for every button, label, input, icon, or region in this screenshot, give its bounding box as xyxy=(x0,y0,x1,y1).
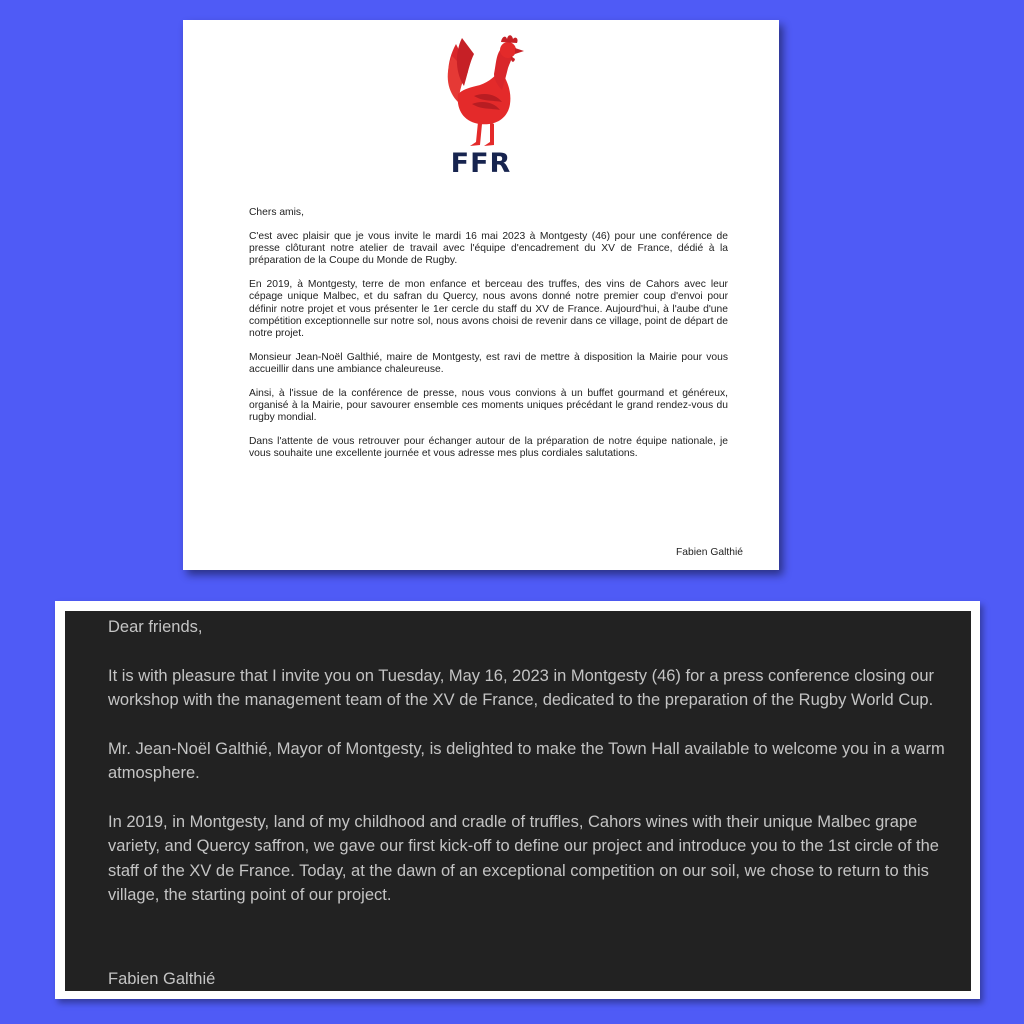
translation-paragraph: Mr. Jean-Noël Galthié, Mayor of Montgesty, is delighted to make the Town Hall available to welcome you in a warm atmosphere. xyxy=(108,739,945,782)
letter-paragraph: Ainsi, à l'issue de la conférence de presse, nous vous convions à un buffet gourmand et généreux, organisé à la Mairie, pour savourer ensemble ces moments uniques précédant le grand rendez-vous du rugby mondial. xyxy=(249,388,728,424)
ffr-logo-text: FFR xyxy=(450,148,512,179)
translation-greeting: Dear friends, xyxy=(108,618,203,636)
translation-body xyxy=(108,615,948,932)
translation-signature: Fabien Galthié xyxy=(108,970,216,988)
letter-greeting: Chers amis, xyxy=(249,207,304,218)
translation-card xyxy=(65,611,971,991)
letter-signature: Fabien Galthié xyxy=(676,547,743,558)
letter-body xyxy=(249,207,728,473)
translation-paragraph: It is with pleasure that I invite you on Tuesday, May 16, 2023 in Montgesty (46) for a press conference closing our workshop with the management team of the XV de France, dedicated to the preparation of the Rugby World Cup. xyxy=(108,666,935,709)
french-letter xyxy=(183,20,779,570)
letter-paragraph: Monsieur Jean-Noël Galthié, maire de Montgesty, est ravi de mettre à disposition la Mairie pour vous accueillir dans une ambiance chaleureuse. xyxy=(249,351,728,375)
letter-paragraph: Dans l'attente de vous retrouver pour échanger autour de la préparation de notre équipe nationale, je vous souhaite une excellente journée et vous adresse mes plus cordiales salutations. xyxy=(249,436,728,460)
letter-paragraph: C'est avec plaisir que je vous invite le mardi 16 mai 2023 à Montgesty (46) pour une conférence de presse clôturant notre atelier de travail avec l'équipe d'encadrement du XV de France, dédié à la préparation de la Coupe du Monde de Rugby. xyxy=(249,231,728,267)
rooster-icon xyxy=(444,34,528,148)
translation-paragraph: In 2019, in Montgesty, land of my childhood and cradle of truffles, Cahors wines with their unique Malbec grape variety, and Quercy saffron, we gave our first kick-off to define our project and introduce you to the 1st circle of the staff of the XV de France. Today, at the dawn of an exceptional competition on our soil, we chose to return to this village, the starting point of our project. xyxy=(108,812,939,904)
letter-paragraph: En 2019, à Montgesty, terre de mon enfance et berceau des truffes, des vins de Cahors avec leur cépage unique Malbec, et du safran du Quercy, nous avons donné notre premier coup d'envoi pour définir notre projet et vous présenter le 1er cercle du staff du XV de France. Aujourd'hui, à l'aube d'une compétition exceptionnelle sur notre sol, nous avons choisi de revenir dans ce village, point de départ de notre projet. xyxy=(249,279,728,339)
translation-frame xyxy=(55,601,980,999)
